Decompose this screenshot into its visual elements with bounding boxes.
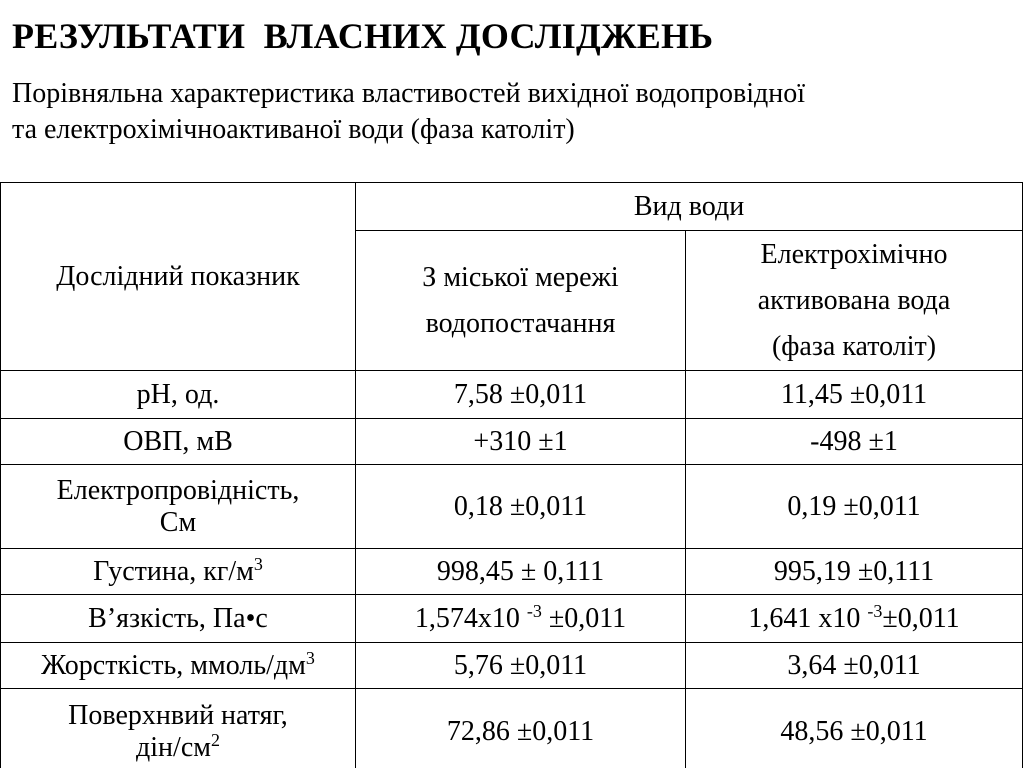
- header-city-line-1: З міської мережі: [422, 261, 619, 293]
- cell-city: 72,86 ±0,011: [356, 689, 686, 768]
- cell-city: +310 ±1: [356, 419, 686, 465]
- table-header-row-1: [1, 183, 1023, 231]
- cell-eca-exponent: -3: [867, 600, 883, 621]
- row-label-text: дін/см: [136, 731, 211, 763]
- header-eca-line-3: (фаза католіт): [771, 330, 937, 362]
- cell-city: 5,76 ±0,011: [356, 643, 686, 689]
- row-label: рН, од.: [1, 371, 356, 419]
- table-row: [1, 595, 1023, 643]
- cell-eca: 11,45 ±0,011: [686, 371, 1023, 419]
- row-label-text: Жорсткість, ммоль/дм: [41, 649, 306, 681]
- table-row: [1, 549, 1023, 595]
- table-row: [1, 689, 1023, 768]
- cell-eca: 3,64 ±0,011: [686, 643, 1023, 689]
- slide-title: РЕЗУЛЬТАТИ ВЛАСНИХ ДОСЛІДЖЕНЬ: [12, 16, 714, 56]
- cell-city-error: ±0,011: [541, 602, 627, 634]
- cell-eca: -498 ±1: [686, 419, 1023, 465]
- subtitle-line-1: Порівняльна характеристика властивостей вихідної водопровідної: [12, 78, 806, 109]
- header-city-line-2: водопостачання: [425, 307, 616, 339]
- header-city-water: [356, 231, 686, 371]
- cell-city-base: 1,574х10: [414, 602, 527, 634]
- row-label-sup: 3: [305, 647, 315, 668]
- row-label-text: Густина, кг/м: [93, 555, 254, 587]
- cell-city: 998,45 ± 0,111: [356, 549, 686, 595]
- row-label: [1, 549, 356, 595]
- cell-eca: 995,19 ±0,111: [686, 549, 1023, 595]
- table-row: [1, 465, 1023, 549]
- row-label-sup: 3: [253, 553, 263, 574]
- row-label: ОВП, мВ: [1, 419, 356, 465]
- slide-subtitle: [12, 76, 1012, 148]
- row-label-line-2: [5, 729, 351, 764]
- comparison-table: [0, 182, 1023, 768]
- cell-eca-error: ±0,011: [882, 602, 960, 634]
- header-eca-line-2: активована вода: [757, 284, 951, 316]
- row-label-line-1: Електропровідність,: [56, 474, 300, 506]
- subtitle-line-2: та електрохімічноактиваної води (фаза католіт): [12, 114, 575, 145]
- cell-eca: 0,19 ±0,011: [686, 465, 1023, 549]
- row-label: [1, 465, 356, 549]
- cell-city-exponent: -3: [526, 600, 542, 621]
- row-label-sup: 2: [210, 729, 220, 750]
- cell-city: 7,58 ±0,011: [356, 371, 686, 419]
- row-label: В’язкість, Па•с: [1, 595, 356, 643]
- cell-eca: 48,56 ±0,011: [686, 689, 1023, 768]
- header-indicator: Дослідний показник: [1, 183, 356, 371]
- table-row: [1, 643, 1023, 689]
- table-row: [1, 371, 1023, 419]
- cell-eca-base: 1,641 х10: [748, 602, 868, 634]
- row-label-line-2: См: [159, 506, 197, 538]
- header-water-type: Вид води: [356, 183, 1023, 231]
- header-eca-water: [686, 231, 1023, 371]
- row-label-line-1: Поверхнвий натяг,: [68, 699, 288, 731]
- cell-city: 0,18 ±0,011: [356, 465, 686, 549]
- row-label: [1, 689, 356, 768]
- row-label: [1, 643, 356, 689]
- cell-eca: [686, 595, 1023, 643]
- table-row: [1, 419, 1023, 465]
- cell-city: [356, 595, 686, 643]
- header-eca-line-1: Електрохімічно: [760, 238, 948, 270]
